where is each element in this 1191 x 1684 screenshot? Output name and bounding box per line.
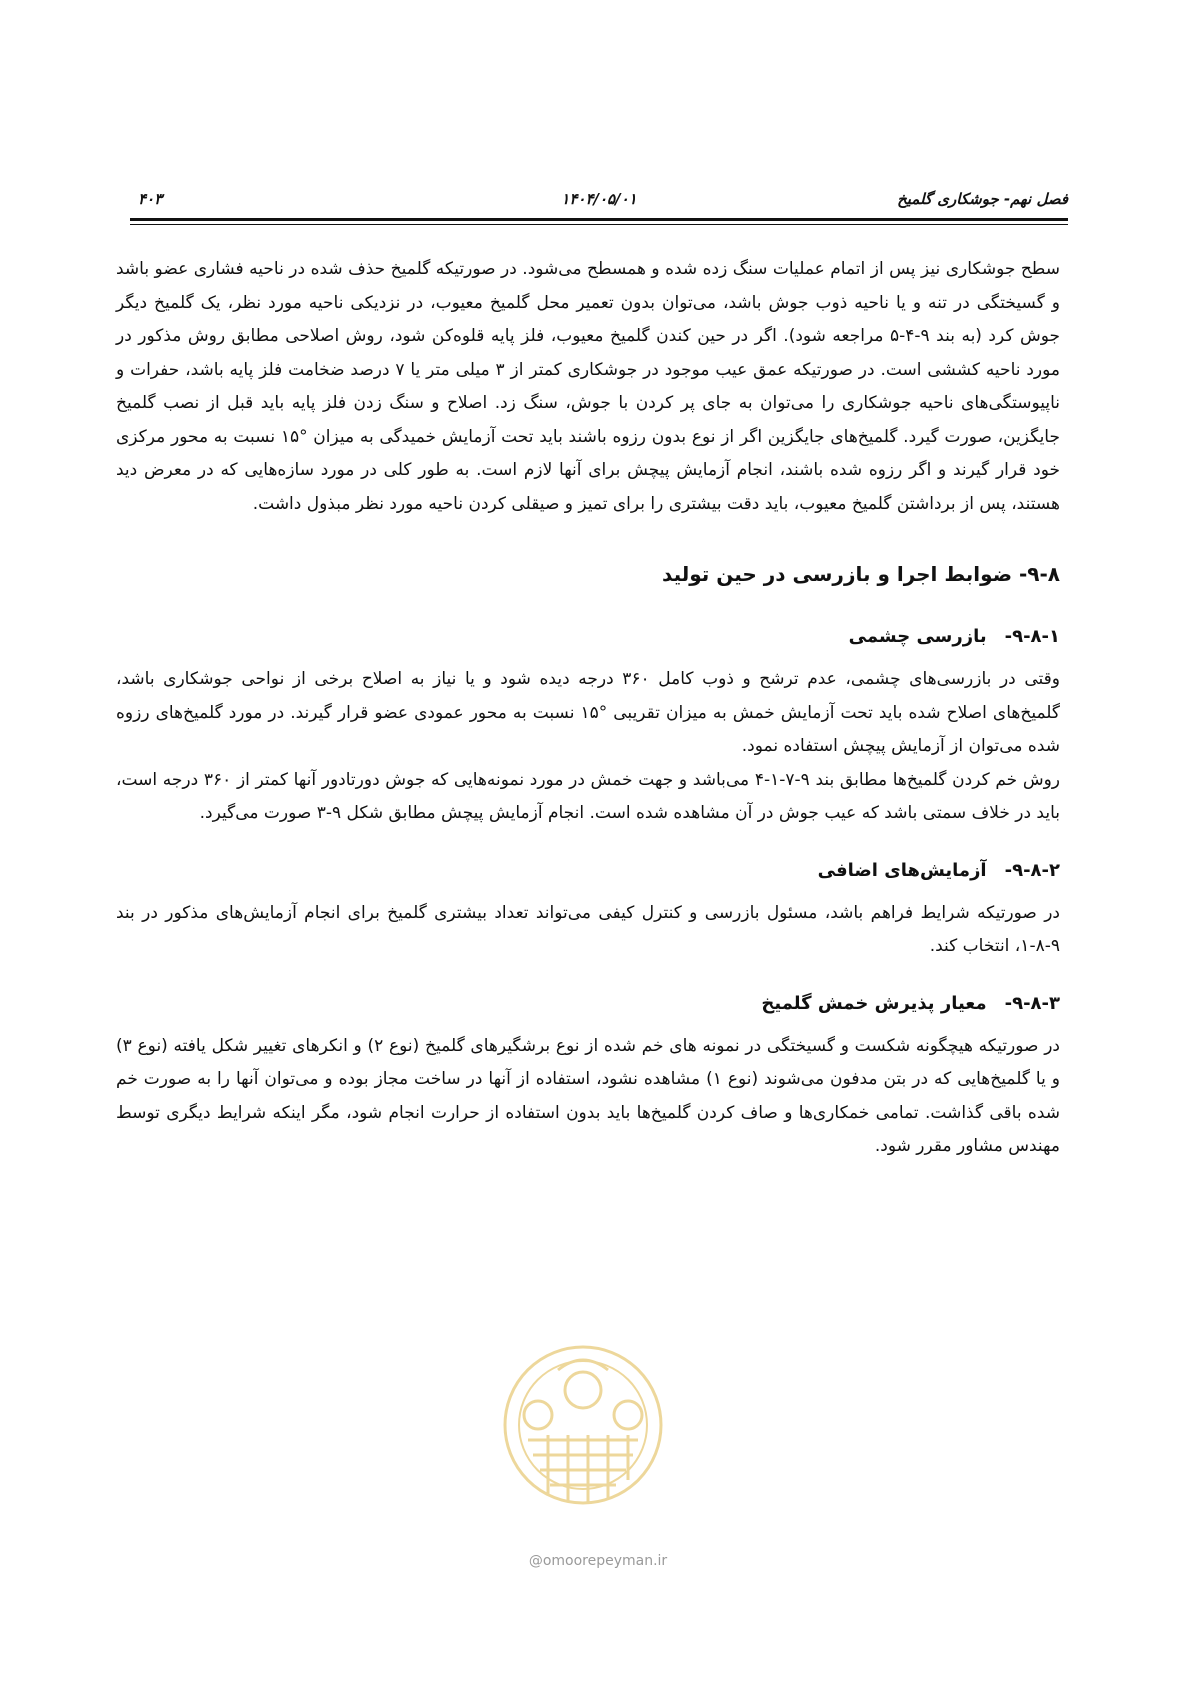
body-paragraph: وقتی در بازرسی‌های چشمی، عدم ترشح و ذوب کامل ۳۶۰ درجه دیده شود و یا نیاز به اصلاح برخی از نواحی جوشکاری باشد، گلمیخ‌های اصلاح شده باید تحت آزمایش خمش به میزان تقریبی °۱۵ نسبت به محور عمودی عضو قرار گیرند. در مورد گلمیخ‌های رزوه شده می‌توان از آزمایش پیچش استفاده نمود. (116, 669, 1060, 756)
intro-paragraph: سطح جوشکاری نیز پس از اتمام عملیات سنگ زده شده و همسطح می‌شود. در صورتیکه گلمیخ حذف شده در ناحیه فشاری عضو باشد و گسیختگی در تنه و یا ناحیه ذوب جوش باشد، می‌توان بدون تعمیر محل گلمیخ معیوب، در نزدیکی ناحیه مورد نظر، یک گلمیخ دیگر جوش کرد (به بند ۹-۴-۵ مراجعه شود). اگر در حین کندن گلمیخ معیوب، فلز پایه قلوه‌کن شود، روش اصلاحی مطابق روش مذکور در مورد ناحیه کششی است. در صورتیکه عمق عیب موجود در جوشکاری کمتر از ۳ میلی متر یا ۷ درصد ضخامت فلز پایه باشد، حفرات و ناپیوستگی‌های ناحیه جوشکاری را می‌توان به جای پر کردن با جوش، سنگ زد. اصلاح و سنگ زدن فلز پایه باید قبل از نصب گلمیخ جایگزین، صورت گیرد. گلمیخ‌های جایگزین اگر از نوع بدون رزوه باشند باید تحت آزمایش خمیدگی به میزان °۱۵ نسبت به محور مرکزی خود قرار گیرند و اگر رزوه شده باشند، انجام آزمایش پیچش برای آنها لازم است. به طور کلی در مورد سازه‌هایی که در معرض دید هستند، پس از برداشتن گلمیخ معیوب، باید دقت بیشتری را برای تمیز و صیقلی کردن ناحیه مورد نظر مبذول داشت. (116, 259, 1061, 514)
page-header (130, 190, 1068, 216)
subsection-title: آزمایش‌های اضافی (817, 859, 987, 881)
subsection-heading (116, 623, 1060, 651)
page-number: ۴۰۳ (138, 190, 163, 208)
subsection-heading (116, 857, 1060, 885)
header-date: ۱۴۰۴/۰۵/۰۱ (561, 190, 637, 208)
subsection-heading (116, 990, 1060, 1018)
subsection-title: بازرسی چشمی (848, 626, 987, 647)
header-rule-thin (130, 224, 1068, 225)
subsection-number: ۹-۸-۱- (1004, 626, 1060, 647)
chapter-title: فصل نهم- جوشکاری گلمیخ (897, 190, 1068, 208)
watermark-seal-icon (488, 1330, 678, 1550)
watermark-website: @omoorepeyman.ir (528, 1553, 668, 1569)
section-heading: ۹-۸- ضوابط اجرا و بازرسی در حین تولید (662, 562, 1060, 586)
body-paragraph: در صورتیکه شرایط فراهم باشد، مسئول بازرسی و کنترل کیفی می‌تواند تعداد بیشتری گلمیخ برای انجام آزمایش‌های مذکور در بند ۹-۸-۱، انتخاب کند. (116, 902, 1060, 956)
subsection-title: معیار پذیرش خمش گلمیخ (761, 992, 987, 1014)
subsection-number: ۹-۸-۳- (1004, 992, 1060, 1014)
header-rule-thick (130, 218, 1068, 221)
body-paragraph: روش خم کردن گلمیخ‌ها مطابق بند ۹-۷-۱-۴ می‌باشد و جهت خمش در مورد نمونه‌هایی که جوش دورتادور آنها کمتر از ۳۶۰ درجه است، باید در خلاف سمتی باشد که عیب جوش در آن مشاهده شده است. انجام آزمایش پیچش مطابق شکل ۹-۳ صورت می‌گیرد. (116, 769, 1061, 823)
body-paragraph: در صورتیکه هیچگونه شکست و گسیختگی در نمونه های خم شده از نوع برشگیرهای گلمیخ (نوع ۲) و انکرهای تغییر شکل یافته (نوع ۳) و یا گلمیخ‌هایی که در بتن مدفون می‌شوند (نوع ۱) مشاهده نشود، استفاده از آنها در ساخت مجاز بوده و می‌توان آنها را به صورت خم شده باقی گذاشت. تمامی خمکاری‌ها و صاف کردن گلمیخ‌ها باید بدون استفاده از حرارت انجام شود، مگر اینکه شرایط دیگری توسط مهندس مشاور مقرر شود. (116, 1035, 1061, 1156)
page-body (116, 253, 1060, 1164)
subsection-number: ۹-۸-۲- (1004, 859, 1060, 881)
